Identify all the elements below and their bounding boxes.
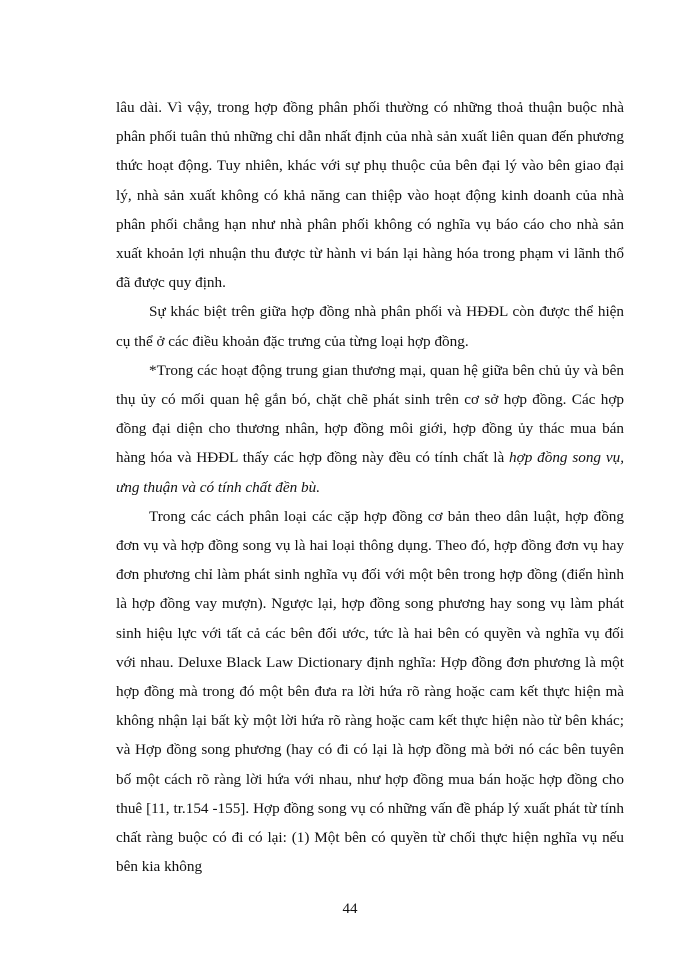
- paragraph-1-text: lâu dài. Vì vậy, trong hợp đồng phân phối thường có những thoả thuận buộc nhà phân phối tuân thủ những chỉ dẫn nhất định của nhà sản xuất liên quan đến phương thức hoạt động. Tuy nhiên, khác với sự phụ thuộc của bên đại lý vào bên giao đại lý, nhà sản xuất không có khả năng can thiệp vào hoạt động kinh doanh của nhà phân phối chẳng hạn như nhà phân phối không có nghĩa vụ báo cáo cho nhà sản xuất khoản lợi nhuận thu được từ hành vi bán lại hàng hóa trong phạm vi lãnh thổ đã được quy định.: [116, 99, 624, 292]
- body-text: [116, 93, 624, 881]
- paragraph-4: [116, 502, 624, 882]
- paragraph-1: [116, 93, 624, 297]
- page-number: 44: [342, 901, 358, 917]
- paragraph-3: [116, 356, 624, 502]
- paragraph-3-text: *Trong các hoạt động trung gian thương mại, quan hệ giữa bên chủ ủy và bên thụ ủy có mối quan hệ gắn bó, chặt chẽ phát sinh trên cơ sở hợp đồng. Các hợp đồng đại diện cho thương nhân, hợp đồng môi giới, hợp đồng ủy thác mua bán hàng hóa và HĐĐL thấy các hợp đồng này đều có tính chất là: [116, 361, 624, 467]
- paragraph-3-italic-text: hợp đồng song vụ, ưng thuận và có tính chất đền bù.: [116, 449, 624, 496]
- paragraph-2: [116, 297, 624, 355]
- paragraph-2-text: Sự khác biệt trên giữa hợp đồng nhà phân phối và HĐĐL còn được thể hiện cụ thể ở các điều khoản đặc trưng của từng loại hợp đồng.: [116, 303, 624, 350]
- paragraph-4-text: Trong các cách phân loại các cặp hợp đồng cơ bản theo dân luật, hợp đồng đơn vụ và hợp đồng song vụ là hai loại thông dụng. Theo đó, hợp đồng đơn vụ hay đơn phương chỉ làm phát sinh nghĩa vụ đối với một bên trong hợp đồng (điển hình là hợp đồng vay mượn). Ngược lại, hợp đồng song phương hay song vụ làm phát sinh hiệu lực với tất cả các bên đối ước, tức là hai bên có quyền và nghĩa vụ đối với nhau. Deluxe Black Law Dictionary định nghĩa: Hợp đồng đơn phương là một hợp đồng mà trong đó một bên đưa ra lời hứa rõ ràng hoặc cam kết thực hiện mà không nhận lại bất kỳ một lời hứa rõ ràng hoặc cam kết thực hiện nào từ bên khác; và Hợp đồng song phương (hay có đi có lại là hợp đồng mà bởi nó các bên tuyên bố một cách rõ ràng lời hứa với nhau, như hợp đồng mua bán hoặc hợp đồng cho thuê [11, tr.154 -155]. Hợp đồng song vụ có những vấn đề pháp lý xuất phát từ tính chất ràng buộc có đi có lại: (1) Một bên có quyền từ chối thực hiện nghĩa vụ nếu bên kia không: [116, 507, 624, 876]
